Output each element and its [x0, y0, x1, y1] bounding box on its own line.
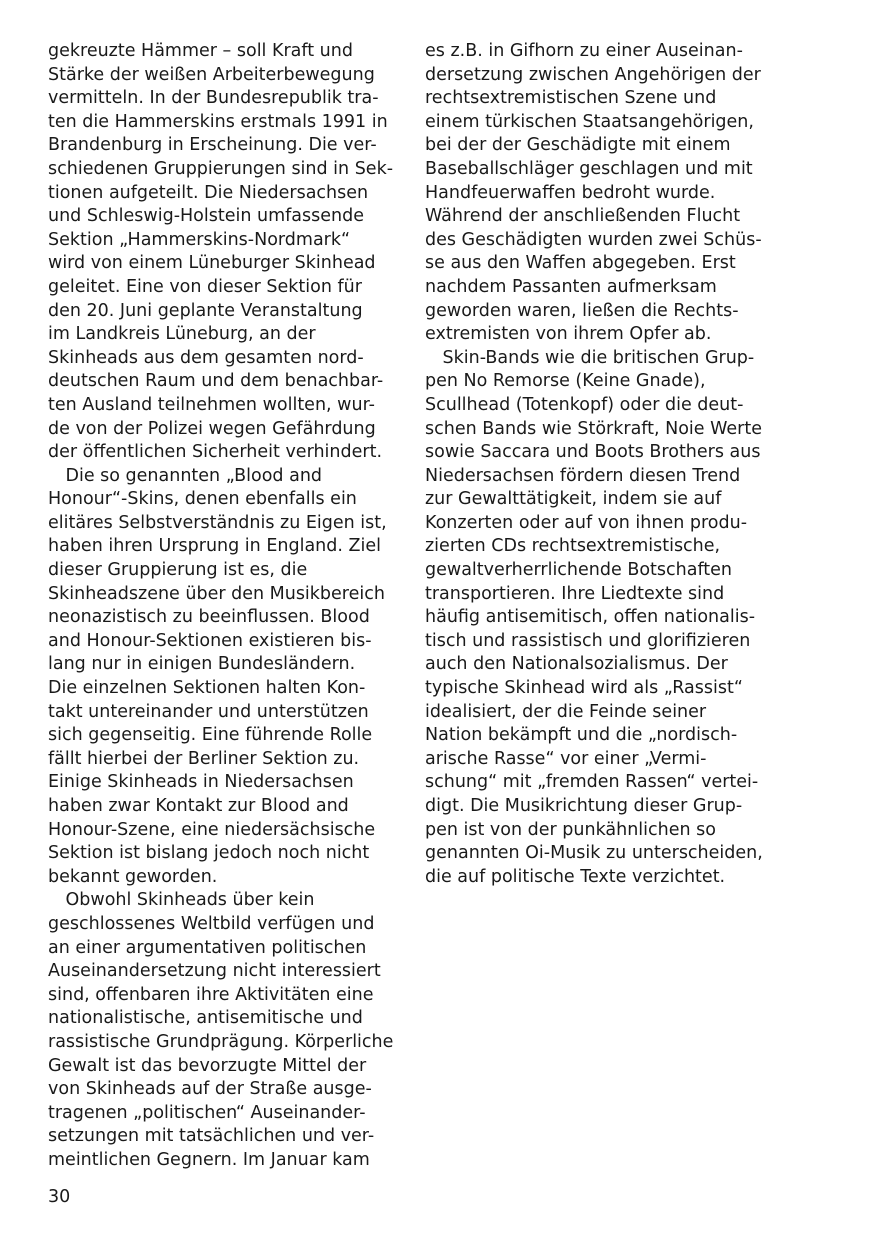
text-line: Obwohl Skinheads über kein: [48, 890, 315, 911]
text-line: genannten Oi-Musik zu unterscheiden,: [425, 843, 763, 864]
text-line: sind, offenbaren ihre Aktivitäten eine: [48, 984, 374, 1005]
text-line: geschlossenes Weltbild verfügen und: [48, 913, 375, 934]
text-line: vermitteln. In der Bundesrepublik tra-: [48, 88, 379, 109]
text-line: es z.B. in Gifhorn zu einer Auseinan-: [425, 41, 743, 61]
text-line: rechtsextremistischen Szene und: [425, 88, 717, 109]
text-line: extremisten von ihrem Opfer ab.: [425, 324, 712, 345]
text-line: takt untereinander und unterstützen: [48, 701, 369, 722]
text-line: pen ist von der punkähnlichen so: [425, 819, 716, 840]
text-line: rassistische Grundprägung. Körperliche: [48, 1031, 394, 1052]
text-line: tisch und rassistisch und glorifizieren: [425, 630, 751, 651]
text-line: ten die Hammerskins erstmals 1991 in: [48, 111, 388, 132]
text-line: schiedenen Gruppierungen sind in Sek-: [48, 158, 394, 179]
text-line: gekreuzte Hämmer – soll Kraft und: [48, 41, 353, 61]
text-line: typische Skinhead wird als „Rassist“: [425, 678, 743, 699]
text-line: zierten CDs rechtsextremistische,: [425, 536, 721, 557]
text-line: Sektion ist bislang jedoch noch nicht: [48, 843, 370, 864]
text-line: dersetzung zwischen Angehörigen der: [425, 64, 761, 85]
text-line: setzungen mit tatsächlichen und ver-: [48, 1126, 375, 1147]
text-line: des Geschädigten wurden zwei Schüs-: [425, 229, 762, 250]
text-line: digt. Die Musikrichtung dieser Grup-: [425, 796, 743, 816]
text-line: geworden waren, ließen die Rechts-: [425, 300, 739, 321]
text-line: Honour“-Skins, denen ebenfalls ein: [48, 489, 357, 510]
text-line: gewaltverherrlichende Botschaften: [425, 560, 733, 581]
text-line: pen No Remorse (Keine Gnade),: [425, 371, 706, 392]
text-line: Stärke der weißen Arbeiterbewegung: [48, 64, 375, 85]
text-line: deutschen Raum und dem benachbar-: [48, 371, 384, 392]
text-line: dieser Gruppierung ist es, die: [48, 560, 308, 581]
text-line: and Honour-Sektionen existieren bis-: [48, 630, 372, 651]
text-line: Skin-Bands wie die britischen Grup-: [425, 347, 755, 368]
text-line: zur Gewalttätigkeit, indem sie auf: [425, 489, 722, 510]
text-line: auch den Nationalsozialismus. Der: [425, 654, 728, 675]
text-line: Während der anschließenden Flucht: [425, 206, 741, 227]
text-line: Die einzelnen Sektionen halten Kon-: [48, 678, 366, 699]
text-line: Einige Skinheads in Niedersachsen: [48, 772, 354, 793]
text-line: Honour-Szene, eine niedersächsische: [48, 819, 376, 840]
text-line: an einer argumentativen politischen: [48, 937, 367, 958]
text-line: tragenen „politischen“ Auseinander-: [48, 1102, 366, 1123]
text-line: idealisiert, der die Feinde seiner: [425, 701, 707, 722]
text-line: se aus den Waffen abgegeben. Erst: [425, 253, 736, 274]
text-line: haben zwar Kontakt zur Blood and: [48, 796, 349, 816]
text-line: lang nur in einigen Bundesländern.: [48, 654, 356, 675]
text-line: Scullhead (Totenkopf) oder die deut-: [425, 394, 744, 415]
text-line: haben ihren Ursprung in England. Ziel: [48, 536, 381, 557]
text-line: nationalistische, antisemitische und: [48, 1008, 363, 1029]
text-line: wird von einem Lüneburger Skinhead: [48, 253, 376, 274]
text-line: schen Bands wie Störkraft, Noie Werte: [425, 418, 762, 439]
text-line: bei der der Geschädigte mit einem: [425, 135, 731, 156]
text-line: nachdem Passanten aufmerksam: [425, 276, 717, 297]
text-line: transportieren. Ihre Liedtexte sind: [425, 583, 725, 604]
text-line: sowie Saccara und Boots Brothers aus: [425, 442, 761, 463]
text-line: Baseballschläger geschlagen und mit: [425, 158, 753, 179]
text-line: Auseinandersetzung nicht interessiert: [48, 961, 381, 982]
text-line: elitäres Selbstverständnis zu Eigen ist,: [48, 512, 387, 533]
text-line: schung“ mit „fremden Rassen“ vertei-: [425, 772, 759, 793]
text-line: einem türkischen Staatsangehörigen,: [425, 111, 754, 132]
left-text-column: [48, 40, 398, 1173]
text-line: den 20. Juni geplante Veranstaltung: [48, 300, 363, 321]
text-line: Niedersachsen fördern diesen Trend: [425, 465, 741, 486]
text-line: tionen aufgeteilt. Die Niedersachsen: [48, 182, 369, 203]
page-number: 30: [48, 1187, 71, 1207]
text-line: de von der Polizei wegen Gefährdung: [48, 418, 376, 439]
text-line: Skinheadszene über den Musikbereich: [48, 583, 385, 604]
text-line: Brandenburg in Erscheinung. Die ver-: [48, 135, 377, 156]
text-line: Skinheads aus dem gesamten nord-: [48, 347, 364, 368]
text-line: Sektion „Hammerskins-Nordmark“: [48, 229, 351, 250]
text-line: der öffentlichen Sicherheit verhindert.: [48, 442, 383, 463]
text-line: meintlichen Gegnern. Im Januar kam: [48, 1149, 370, 1170]
text-line: Gewalt ist das bevorzugte Mittel der: [48, 1055, 367, 1076]
text-line: ten Ausland teilnehmen wollten, wur-: [48, 394, 375, 415]
text-line: Konzerten oder auf von ihnen produ-: [425, 512, 748, 533]
text-line: häufig antisemitisch, offen nationalis-: [425, 607, 756, 628]
text-line: von Skinheads auf der Straße ausge-: [48, 1079, 372, 1100]
text-line: bekannt geworden.: [48, 866, 218, 887]
text-line: im Landkreis Lüneburg, an der: [48, 324, 316, 345]
text-line: arische Rasse“ vor einer „Vermi-: [425, 748, 707, 769]
text-line: Die so genannten „Blood and: [48, 465, 323, 486]
text-line: geleitet. Eine von dieser Sektion für: [48, 276, 362, 297]
text-line: und Schleswig-Holstein umfassende: [48, 206, 364, 227]
text-line: neonazistisch zu beeinflussen. Blood: [48, 607, 370, 628]
text-line: sich gegenseitig. Eine führende Rolle: [48, 725, 373, 746]
text-line: fällt hierbei der Berliner Sektion zu.: [48, 748, 360, 769]
text-line: Handfeuerwaffen bedroht wurde.: [425, 182, 716, 203]
text-line: die auf politische Texte verzichtet.: [425, 866, 726, 887]
right-text-column: [425, 40, 775, 889]
text-line: Nation bekämpft und die „nordisch-: [425, 725, 738, 746]
